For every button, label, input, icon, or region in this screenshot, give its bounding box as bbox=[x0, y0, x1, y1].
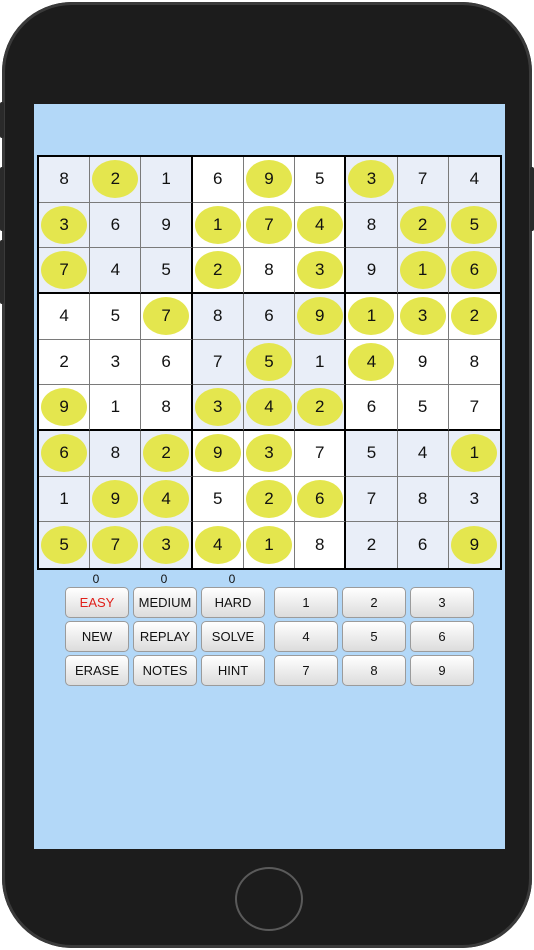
cell-digit: 8 bbox=[417, 488, 428, 508]
sudoku-cell[interactable] bbox=[346, 522, 397, 568]
sudoku-cell[interactable] bbox=[193, 340, 244, 386]
cell-digit: 5 bbox=[264, 351, 274, 371]
sudoku-cell[interactable] bbox=[295, 340, 346, 386]
sudoku-cell[interactable] bbox=[398, 203, 449, 249]
sudoku-cell[interactable] bbox=[39, 385, 90, 431]
keypad-6-button[interactable]: 6 bbox=[410, 621, 474, 652]
cell-digit: 4 bbox=[469, 169, 480, 189]
cell-digit: 3 bbox=[161, 535, 171, 555]
phone-frame bbox=[2, 2, 532, 948]
cell-digit: 4 bbox=[110, 260, 121, 280]
cell-digit: 2 bbox=[59, 351, 69, 371]
cell-digit: 9 bbox=[110, 488, 121, 508]
sudoku-cell[interactable] bbox=[398, 522, 449, 568]
sudoku-cell[interactable] bbox=[193, 203, 244, 249]
cell-digit: 1 bbox=[110, 397, 121, 417]
cell-digit: 9 bbox=[161, 214, 171, 234]
sudoku-cell[interactable] bbox=[244, 522, 295, 568]
cell-digit: 2 bbox=[110, 169, 121, 189]
sudoku-cell[interactable] bbox=[141, 294, 192, 340]
sudoku-cell[interactable] bbox=[346, 203, 397, 249]
sudoku-cell[interactable] bbox=[193, 294, 244, 340]
cell-digit: 5 bbox=[161, 260, 171, 280]
cell-digit: 7 bbox=[213, 351, 223, 371]
cell-digit: 6 bbox=[314, 488, 325, 508]
sudoku-cell[interactable] bbox=[193, 248, 244, 294]
sudoku-cell[interactable] bbox=[398, 294, 449, 340]
cell-digit: 6 bbox=[213, 169, 223, 189]
sudoku-cell[interactable] bbox=[449, 203, 500, 249]
cell-digit: 8 bbox=[161, 397, 171, 417]
sudoku-cell[interactable] bbox=[244, 248, 295, 294]
cell-digit: 8 bbox=[59, 169, 69, 189]
cell-digit: 8 bbox=[366, 214, 377, 234]
cell-digit: 9 bbox=[59, 397, 69, 417]
sudoku-cell[interactable] bbox=[295, 294, 346, 340]
sudoku-cell[interactable] bbox=[244, 477, 295, 523]
sudoku-cell[interactable] bbox=[295, 522, 346, 568]
sudoku-cell[interactable] bbox=[398, 248, 449, 294]
sudoku-cell[interactable] bbox=[398, 157, 449, 203]
sudoku-cell[interactable] bbox=[39, 522, 90, 568]
sudoku-cell[interactable] bbox=[244, 431, 295, 477]
keypad-2-button[interactable]: 2 bbox=[342, 587, 406, 618]
sudoku-cell[interactable] bbox=[39, 248, 90, 294]
sudoku-cell[interactable] bbox=[398, 431, 449, 477]
sudoku-cell[interactable] bbox=[449, 294, 500, 340]
sudoku-cell[interactable] bbox=[295, 385, 346, 431]
sudoku-cell[interactable] bbox=[449, 477, 500, 523]
cell-digit: 3 bbox=[417, 306, 428, 326]
sudoku-cell[interactable] bbox=[244, 157, 295, 203]
sudoku-cell[interactable] bbox=[39, 477, 90, 523]
sudoku-cell[interactable] bbox=[90, 248, 141, 294]
cell-digit: 6 bbox=[417, 535, 428, 555]
cell-digit: 7 bbox=[366, 488, 377, 508]
volume-up-button bbox=[0, 167, 4, 231]
sudoku-cell[interactable] bbox=[295, 203, 346, 249]
sudoku-cell[interactable] bbox=[346, 477, 397, 523]
cell-digit: 4 bbox=[161, 488, 171, 508]
sudoku-cell[interactable] bbox=[295, 157, 346, 203]
sudoku-cell[interactable] bbox=[244, 385, 295, 431]
keypad-7-button[interactable]: 7 bbox=[274, 655, 338, 686]
new-button[interactable]: NEW bbox=[65, 621, 129, 652]
keypad-1-button[interactable]: 1 bbox=[274, 587, 338, 618]
cell-digit: 1 bbox=[264, 535, 274, 555]
cell-digit: 3 bbox=[469, 488, 480, 508]
replay-button[interactable]: REPLAY bbox=[133, 621, 197, 652]
sudoku-cell[interactable] bbox=[295, 477, 346, 523]
cell-digit: 9 bbox=[264, 169, 274, 189]
sudoku-cell[interactable] bbox=[398, 477, 449, 523]
sudoku-cell[interactable] bbox=[90, 203, 141, 249]
cell-digit: 6 bbox=[264, 306, 274, 326]
sudoku-cell[interactable] bbox=[346, 385, 397, 431]
cell-digit: 1 bbox=[469, 443, 480, 463]
sudoku-cell[interactable] bbox=[141, 248, 192, 294]
cell-digit: 1 bbox=[161, 169, 171, 189]
keypad-5-button[interactable]: 5 bbox=[342, 621, 406, 652]
sudoku-cell[interactable] bbox=[90, 431, 141, 477]
cell-digit: 2 bbox=[213, 260, 223, 280]
cell-digit: 9 bbox=[469, 535, 480, 555]
cell-digit: 9 bbox=[314, 306, 325, 326]
sudoku-cell[interactable] bbox=[449, 157, 500, 203]
sudoku-cell[interactable] bbox=[449, 522, 500, 568]
sudoku-cell[interactable] bbox=[90, 340, 141, 386]
sudoku-cell[interactable] bbox=[193, 385, 244, 431]
cell-digit: 3 bbox=[366, 169, 377, 189]
cell-digit: 7 bbox=[314, 443, 325, 463]
cell-digit: 8 bbox=[110, 443, 121, 463]
keypad-8-button[interactable]: 8 bbox=[342, 655, 406, 686]
silent-switch bbox=[0, 102, 4, 138]
cell-digit: 4 bbox=[264, 397, 274, 417]
sudoku-cell[interactable] bbox=[141, 203, 192, 249]
power-button bbox=[530, 167, 534, 231]
sudoku-grid bbox=[37, 155, 502, 570]
sudoku-cell[interactable] bbox=[193, 157, 244, 203]
sudoku-cell[interactable] bbox=[39, 294, 90, 340]
sudoku-cell[interactable] bbox=[90, 522, 141, 568]
hint-button[interactable]: HINT bbox=[201, 655, 265, 686]
cell-digit: 2 bbox=[469, 306, 480, 326]
keypad-9-button[interactable]: 9 bbox=[410, 655, 474, 686]
sudoku-cell[interactable] bbox=[244, 340, 295, 386]
cell-digit: 7 bbox=[161, 306, 171, 326]
cell-digit: 4 bbox=[366, 351, 377, 371]
sudoku-cell[interactable] bbox=[346, 294, 397, 340]
sudoku-cell[interactable] bbox=[295, 248, 346, 294]
sudoku-cell[interactable] bbox=[141, 157, 192, 203]
cell-digit: 8 bbox=[264, 260, 274, 280]
cell-digit: 3 bbox=[314, 260, 325, 280]
cell-digit: 1 bbox=[314, 351, 325, 371]
cell-digit: 5 bbox=[110, 306, 121, 326]
sudoku-cell[interactable] bbox=[244, 294, 295, 340]
sudoku-cell[interactable] bbox=[39, 203, 90, 249]
easy-counter: 0 bbox=[92, 572, 100, 586]
sudoku-cell[interactable] bbox=[39, 340, 90, 386]
hard-counter: 0 bbox=[228, 572, 236, 586]
home-button[interactable] bbox=[235, 867, 303, 931]
sudoku-cell[interactable] bbox=[346, 340, 397, 386]
cell-digit: 5 bbox=[59, 535, 69, 555]
cell-digit: 5 bbox=[417, 397, 428, 417]
cell-digit: 4 bbox=[417, 443, 428, 463]
sudoku-cell[interactable] bbox=[449, 340, 500, 386]
cell-digit: 1 bbox=[417, 260, 428, 280]
cell-digit: 7 bbox=[59, 260, 69, 280]
sudoku-cell[interactable] bbox=[193, 522, 244, 568]
sudoku-cell[interactable] bbox=[193, 431, 244, 477]
sudoku-cell[interactable] bbox=[449, 248, 500, 294]
cell-digit: 1 bbox=[59, 488, 69, 508]
sudoku-cell[interactable] bbox=[141, 340, 192, 386]
cell-digit: 6 bbox=[469, 260, 480, 280]
cell-digit: 1 bbox=[366, 306, 377, 326]
cell-digit: 2 bbox=[314, 397, 325, 417]
sudoku-cell[interactable] bbox=[295, 431, 346, 477]
cell-digit: 7 bbox=[110, 535, 121, 555]
medium-counter: 0 bbox=[160, 572, 168, 586]
cell-digit: 9 bbox=[417, 351, 428, 371]
cell-digit: 4 bbox=[213, 535, 223, 555]
solve-button[interactable]: SOLVE bbox=[201, 621, 265, 652]
sudoku-cell[interactable] bbox=[141, 477, 192, 523]
cell-digit: 3 bbox=[110, 351, 121, 371]
cell-digit: 3 bbox=[264, 443, 274, 463]
cell-digit: 6 bbox=[110, 214, 121, 234]
sudoku-cell[interactable] bbox=[90, 294, 141, 340]
cell-digit: 4 bbox=[314, 214, 325, 234]
cell-digit: 3 bbox=[213, 397, 223, 417]
cell-digit: 9 bbox=[366, 260, 377, 280]
hard-button[interactable]: HARD bbox=[201, 587, 265, 618]
sudoku-cell[interactable] bbox=[244, 203, 295, 249]
cell-digit: 6 bbox=[59, 443, 69, 463]
sudoku-cell[interactable] bbox=[449, 385, 500, 431]
sudoku-cell[interactable] bbox=[346, 248, 397, 294]
sudoku-cell[interactable] bbox=[398, 385, 449, 431]
sudoku-cell[interactable] bbox=[346, 157, 397, 203]
easy-button[interactable]: EASY bbox=[65, 587, 129, 618]
cell-digit: 2 bbox=[366, 535, 377, 555]
cell-digit: 7 bbox=[417, 169, 428, 189]
volume-down-button bbox=[0, 240, 4, 304]
medium-button[interactable]: MEDIUM bbox=[133, 587, 197, 618]
sudoku-cell[interactable] bbox=[193, 477, 244, 523]
sudoku-cell[interactable] bbox=[90, 477, 141, 523]
sudoku-cell[interactable] bbox=[39, 157, 90, 203]
cell-digit: 3 bbox=[59, 214, 69, 234]
cell-digit: 4 bbox=[59, 306, 69, 326]
cell-digit: 5 bbox=[314, 169, 325, 189]
cell-digit: 7 bbox=[469, 397, 480, 417]
sudoku-cell[interactable] bbox=[449, 431, 500, 477]
cell-digit: 5 bbox=[366, 443, 377, 463]
sudoku-cell[interactable] bbox=[141, 385, 192, 431]
notes-button[interactable]: NOTES bbox=[133, 655, 197, 686]
cell-digit: 2 bbox=[417, 214, 428, 234]
cell-digit: 9 bbox=[213, 443, 223, 463]
sudoku-cell[interactable] bbox=[346, 431, 397, 477]
sudoku-cell[interactable] bbox=[90, 385, 141, 431]
cell-digit: 5 bbox=[469, 214, 480, 234]
sudoku-cell[interactable] bbox=[141, 522, 192, 568]
cell-digit: 7 bbox=[264, 214, 274, 234]
sudoku-cell[interactable] bbox=[39, 431, 90, 477]
cell-digit: 1 bbox=[213, 214, 223, 234]
cell-digit: 6 bbox=[161, 351, 171, 371]
sudoku-cell[interactable] bbox=[398, 340, 449, 386]
keypad-3-button[interactable]: 3 bbox=[410, 587, 474, 618]
sudoku-cell[interactable] bbox=[90, 157, 141, 203]
cell-digit: 2 bbox=[264, 488, 274, 508]
cell-digit: 8 bbox=[314, 535, 325, 555]
sudoku-cell[interactable] bbox=[141, 431, 192, 477]
keypad-4-button[interactable]: 4 bbox=[274, 621, 338, 652]
cell-digit: 6 bbox=[366, 397, 377, 417]
cell-digit: 2 bbox=[161, 443, 171, 463]
cell-digit: 8 bbox=[213, 306, 223, 326]
cell-digit: 8 bbox=[469, 351, 480, 371]
erase-button[interactable]: ERASE bbox=[65, 655, 129, 686]
cell-digit: 5 bbox=[213, 488, 223, 508]
app-screen bbox=[34, 104, 505, 849]
